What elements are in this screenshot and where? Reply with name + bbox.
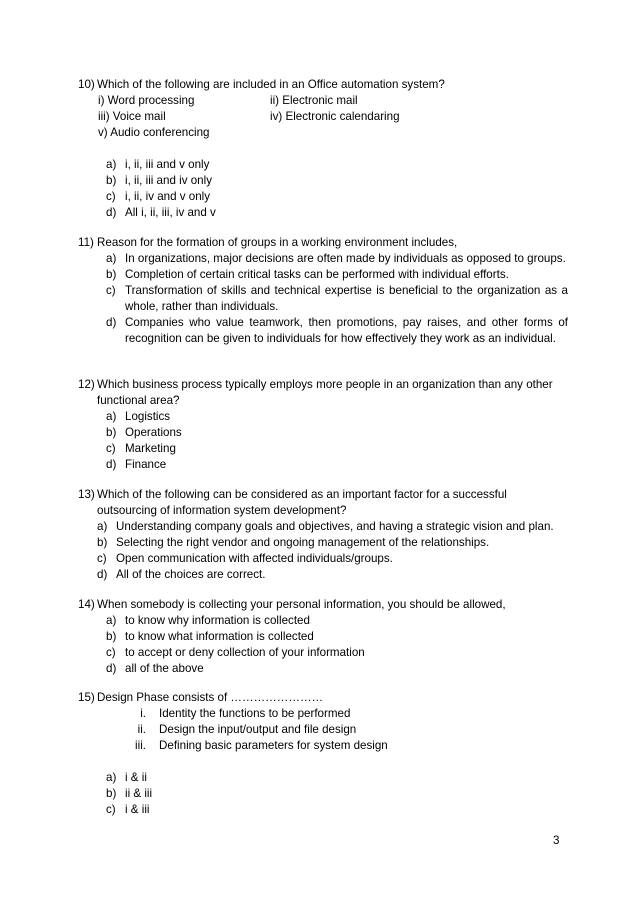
option-text: Understanding company goals and objectives, and having a strategic vision and plan.: [116, 520, 554, 533]
page-number: 3: [553, 834, 560, 847]
option-text: Open communication with affected individuals/groups.: [116, 552, 393, 565]
option-text: Transformation of skills and technical expertise is beneficial to the organization as a whole, rather than individuals.: [125, 284, 568, 313]
option: [106, 409, 568, 425]
question-15: [78, 690, 568, 818]
option: [106, 189, 568, 205]
option: [106, 802, 568, 818]
option-label: a): [97, 520, 108, 533]
options-list: [106, 157, 568, 221]
option-text: all of the above: [125, 662, 204, 675]
question-text: Reason for the formation of groups in a working environment includes,: [97, 236, 458, 249]
option-label: b): [106, 268, 117, 281]
option-label: a): [106, 252, 117, 265]
question-number: 10): [78, 78, 95, 91]
question-text: Which of the following are included in an Office automation system?: [97, 78, 445, 91]
item: iii) Voice mail: [98, 110, 166, 123]
roman-text: Identity the functions to be performed: [159, 707, 351, 720]
option-label: a): [106, 614, 117, 627]
options-list: [106, 613, 568, 677]
question-number: 12): [78, 378, 95, 391]
question-number: 11): [78, 236, 94, 249]
question-text: Design Phase consists of ……………………: [97, 691, 324, 704]
question-12: [78, 377, 568, 473]
item: v) Audio conferencing: [98, 126, 210, 139]
option-label: d): [97, 568, 108, 581]
question-text: When somebody is collecting your personal information, you should be allowed,: [97, 598, 506, 611]
item: i) Word processing: [98, 94, 195, 107]
option-text: In organizations, major decisions are often made by individuals as opposed to groups.: [125, 252, 566, 265]
option-label: d): [106, 206, 117, 219]
option-text: Logistics: [125, 410, 171, 423]
option: [97, 535, 568, 551]
option: [106, 173, 568, 189]
options-list: [106, 251, 568, 347]
option-label: a): [106, 771, 117, 784]
option-label: b): [106, 426, 117, 439]
item-row: [78, 125, 568, 141]
option-label: d): [106, 316, 117, 329]
item-row: [78, 93, 568, 109]
option-text: Completion of certain critical tasks can be performed with individual efforts.: [125, 268, 509, 281]
option: [106, 629, 568, 645]
question-10: [78, 77, 568, 221]
option-label: c): [106, 646, 116, 659]
question-14: [78, 597, 568, 677]
option-label: c): [106, 284, 116, 297]
option-label: d): [106, 458, 117, 471]
option-label: c): [97, 552, 107, 565]
question-11: [78, 235, 568, 347]
option-text: ii & iii: [125, 787, 153, 800]
roman-item: [126, 738, 568, 754]
question-text: Which of the following can be considered as an important factor for a successful outsourcing of information system development?: [97, 488, 507, 517]
option-label: d): [106, 662, 117, 675]
option-text: i & ii: [125, 771, 147, 784]
option: [106, 267, 568, 283]
question-number: 15): [78, 691, 95, 704]
item-row: [78, 109, 568, 125]
roman-text: Defining basic parameters for system design: [159, 739, 388, 752]
roman-label: iii.: [135, 739, 146, 752]
option-text: All of the choices are correct.: [116, 568, 266, 581]
question-13: [78, 487, 568, 583]
roman-list: [126, 706, 568, 754]
option-text: Operations: [125, 426, 182, 439]
question-text: Which business process typically employs more people in an organization than any other functional area?: [97, 378, 553, 407]
options-list: [106, 409, 568, 473]
question-number: 14): [78, 598, 95, 611]
roman-item: [126, 722, 568, 738]
option-text: Finance: [125, 458, 167, 471]
item: ii) Electronic mail: [270, 94, 358, 107]
option: [106, 283, 568, 315]
option: [106, 315, 568, 347]
option-label: b): [97, 536, 108, 549]
option-label: b): [106, 787, 117, 800]
option-label: a): [106, 158, 117, 171]
option: [106, 786, 568, 802]
item: iv) Electronic calendaring: [270, 110, 400, 123]
option-label: a): [106, 410, 117, 423]
option: [106, 457, 568, 473]
option-label: c): [106, 442, 116, 455]
option-text: All i, ii, iii, iv and v: [125, 206, 216, 219]
option-label: c): [106, 190, 116, 203]
option-text: to know why information is collected: [125, 614, 310, 627]
option: [106, 425, 568, 441]
option-text: i, ii, iii and iv only: [125, 174, 212, 187]
option-text: Companies who value teamwork, then promotions, pay raises, and other forms of recognition can be given to individuals for how effectively they work as an individual.: [125, 316, 568, 345]
option: [106, 645, 568, 661]
roman-text: Design the input/output and file design: [159, 723, 357, 736]
option: [106, 157, 568, 173]
option: [106, 661, 568, 677]
roman-label: ii.: [137, 723, 146, 736]
option-text: Marketing: [125, 442, 176, 455]
option: [106, 441, 568, 457]
option-text: i, ii, iv and v only: [125, 190, 211, 203]
option-label: b): [106, 174, 117, 187]
option: [97, 519, 568, 535]
option: [106, 205, 568, 221]
option: [106, 770, 568, 786]
options-list: [106, 770, 568, 818]
option: [97, 567, 568, 583]
option-text: Selecting the right vendor and ongoing management of the relationships.: [116, 536, 490, 549]
option-label: b): [106, 630, 117, 643]
option-text: i, ii, iii and v only: [125, 158, 210, 171]
option-text: to know what information is collected: [125, 630, 314, 643]
roman-label: i.: [140, 707, 146, 720]
option: [97, 551, 568, 567]
roman-item: [126, 706, 568, 722]
options-list: [97, 519, 568, 583]
option-text: i & iii: [125, 803, 150, 816]
option: [106, 613, 568, 629]
option-text: to accept or deny collection of your information: [125, 646, 365, 659]
option-label: c): [106, 803, 116, 816]
option: [106, 251, 568, 267]
question-number: 13): [78, 488, 95, 501]
